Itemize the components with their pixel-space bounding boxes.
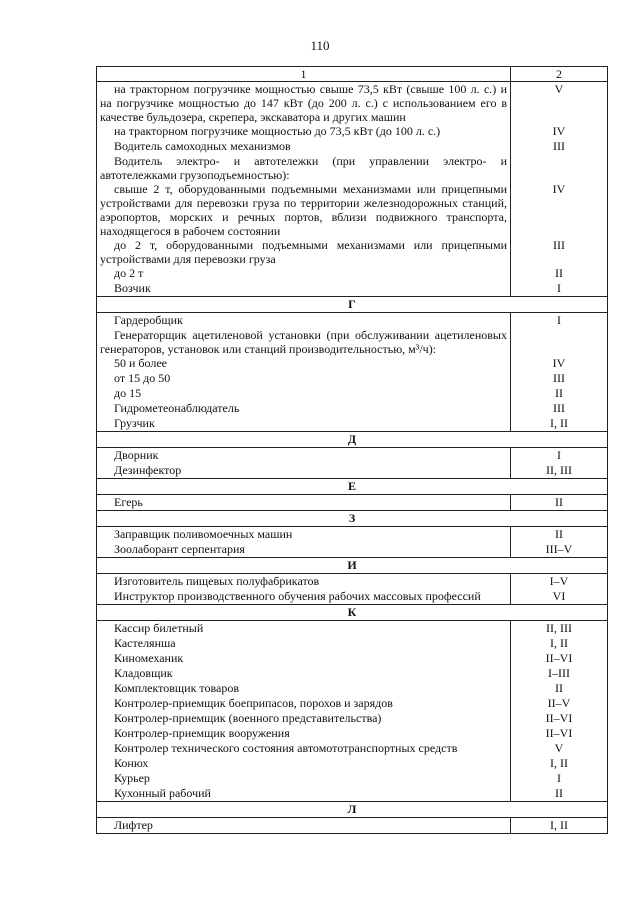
table-row [97,621,608,637]
profession-name: Кассир билетный [97,621,511,637]
category-value: II–VI [511,651,608,666]
category-value: I, II [511,756,608,771]
category-value [511,328,608,356]
profession-name: Контролер-приемщик вооружения [97,726,511,741]
profession-name: до 2 т, оборудованными подъемными механизмами или прицепными устройствами для перевозки груза [97,238,511,266]
section-letter: З [97,511,608,527]
category-value: II [511,386,608,401]
table-row [97,681,608,696]
section-header-row [97,802,608,818]
table-row [97,756,608,771]
category-value [511,154,608,182]
table-row [97,666,608,681]
category-value: IV [511,124,608,139]
profession-name: Инструктор производственного обучения рабочих массовых профессий [97,589,511,605]
profession-name: Егерь [97,495,511,511]
table-row [97,401,608,416]
category-value: III [511,401,608,416]
section-letter: Е [97,479,608,495]
section-letter: Д [97,432,608,448]
section-header-row [97,558,608,574]
table-row [97,416,608,432]
profession-name: Возчик [97,281,511,297]
section-letter: Г [97,297,608,313]
category-value: I–III [511,666,608,681]
profession-name: Грузчик [97,416,511,432]
category-value: I [511,448,608,464]
profession-name: Зоолаборант серпентария [97,542,511,558]
category-value: II–V [511,696,608,711]
profession-name: Комплектовщик товаров [97,681,511,696]
section-header-row [97,432,608,448]
table-row [97,726,608,741]
category-value: II [511,786,608,802]
column-header-category: 2 [511,67,608,82]
section-letter: Л [97,802,608,818]
profession-name: Контролер-приемщик (военного представительства) [97,711,511,726]
table-row [97,281,608,297]
profession-name: Гидрометеонаблюдатель [97,401,511,416]
table-row [97,82,608,125]
table-row [97,574,608,590]
category-value: I [511,281,608,297]
profession-name: Кладовщик [97,666,511,681]
table-row [97,527,608,543]
category-value: I [511,313,608,329]
category-value: II [511,266,608,281]
category-value: I, II [511,818,608,834]
table-row [97,182,608,238]
table-row [97,651,608,666]
table-header-row [97,67,608,82]
table-row [97,636,608,651]
table-body [97,67,608,834]
page-number: 110 [310,38,330,53]
category-value: V [511,741,608,756]
category-value: II–VI [511,711,608,726]
section-letter: И [97,558,608,574]
table-row [97,589,608,605]
profession-name: Кухонный рабочий [97,786,511,802]
profession-table [96,66,608,834]
profession-name: на тракторном погрузчике мощностью до 73,5 кВт (до 100 л. с.) [97,124,511,139]
category-value: IV [511,182,608,238]
section-header-row [97,511,608,527]
section-header-row [97,479,608,495]
profession-name: Водитель самоходных механизмов [97,139,511,154]
section-letter: К [97,605,608,621]
profession-name: Дезинфектор [97,463,511,479]
profession-name: 50 и более [97,356,511,371]
table-row [97,238,608,266]
category-value: IV [511,356,608,371]
table-row [97,771,608,786]
table-row [97,448,608,464]
profession-name: Водитель электро- и автотележки (при управлении электро- и автотележками грузоподъемностью): [97,154,511,182]
category-value: I [511,771,608,786]
table-row [97,818,608,834]
category-value: II [511,527,608,543]
profession-name: Гардеробщик [97,313,511,329]
category-value: II–VI [511,726,608,741]
category-value: I, II [511,636,608,651]
profession-name: до 15 [97,386,511,401]
table-row [97,266,608,281]
table-row [97,786,608,802]
table-row [97,154,608,182]
category-value: I–V [511,574,608,590]
table-row [97,463,608,479]
table-row [97,741,608,756]
table-row [97,139,608,154]
category-value: V [511,82,608,125]
table-row [97,371,608,386]
profession-name: Заправщик поливомоечных машин [97,527,511,543]
category-value: II, III [511,463,608,479]
category-value: III [511,139,608,154]
profession-name: Контролер-приемщик боеприпасов, порохов и зарядов [97,696,511,711]
profession-name: от 15 до 50 [97,371,511,386]
section-header-row [97,605,608,621]
profession-name: Конюх [97,756,511,771]
column-header-name: 1 [97,67,511,82]
profession-name: до 2 т [97,266,511,281]
profession-name: свыше 2 т, оборудованными подъемными механизмами или прицепными устройствами для перевозки груза по территории железнодорожных станций, аэропортов, морских и речных портов, вблизи подвижного транспорта, находящегося в рабочем состоянии [97,182,511,238]
category-value: I, II [511,416,608,432]
table-row [97,356,608,371]
profession-name: Курьер [97,771,511,786]
profession-name: Дворник [97,448,511,464]
category-value: III–V [511,542,608,558]
table-row [97,696,608,711]
profession-name: Генераторщик ацетиленовой установки (при обслуживании ацетиленовых генераторов, установок или станций производительностью, м³/ч): [97,328,511,356]
profession-name: на тракторном погрузчике мощностью свыше 73,5 кВт (свыше 100 л. с.) и на погрузчике мощностью до 147 кВт (до 200 л. с.) с использованием его в качестве бульдозера, скрепера, экскаватора и других машин [97,82,511,125]
profession-name: Контролер технического состояния автомототранспортных средств [97,741,511,756]
table-row [97,386,608,401]
category-value: II [511,495,608,511]
profession-name: Лифтер [97,818,511,834]
category-value: II, III [511,621,608,637]
table-row [97,124,608,139]
profession-name: Киномеханик [97,651,511,666]
category-value: III [511,238,608,266]
table-row [97,495,608,511]
category-value: VI [511,589,608,605]
category-value: III [511,371,608,386]
profession-name: Кастелянша [97,636,511,651]
table-row [97,711,608,726]
table-row [97,542,608,558]
table-row [97,328,608,356]
category-value: II [511,681,608,696]
section-header-row [97,297,608,313]
table-row [97,313,608,329]
profession-name: Изготовитель пищевых полуфабрикатов [97,574,511,590]
